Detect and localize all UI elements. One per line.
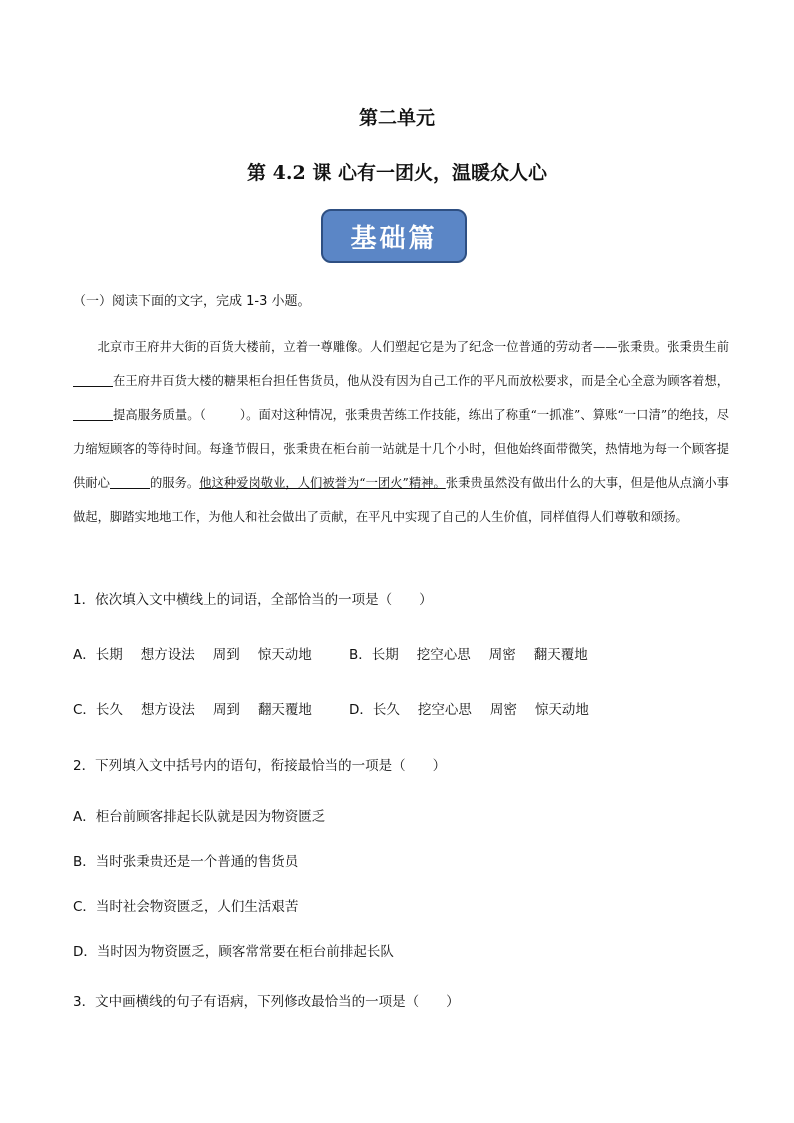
level-badge: 基础篇 [321, 209, 467, 263]
q1-option-a: A．长期 想方设法 周到 惊天动地 [73, 647, 312, 663]
q2-option-b: B．当时张秉贵还是一个普通的售货员 [73, 854, 299, 870]
question-3-stem: 3．文中画横线的句子有语病，下列修改最恰当的一项是（ ） [73, 994, 460, 1010]
blank-2 [73, 408, 113, 421]
reading-passage: 北京市王府井大街的百货大楼前，立着一尊雕像。人们塑起它是为了纪念一位普通的劳动者——张秉贵。张秉贵生前在王府井百货大楼的糖果柜台担任售货员，他从没有因为自己工作的平凡而放松要求，而是全心全意为顾客着想，提高服务质量。（ ）。面对这种情况，张秉贵苦练工作技能，练出了称重“一抓准”、算账“一口清”的绝技，尽力缩短顾客的等待时间。每逢节假日，张秉贵在柜台前一站就是十几个小时，但他始终面带微笑，热情地为每一个顾客提供耐心 的服务。他这种爱岗敬业，人们被誉为“一团火”精神。张秉贵虽然没有做出什么的大事，但是他从点滴小事做起，脚踏实地地工作，为他人和社会做出了贡献，在平凡中实现了自己的人生价值，同样值得人们尊敬和颂扬。 [73, 340, 729, 524]
blank-1 [73, 374, 113, 387]
lesson-title: 第 4.2 课 心有一团火，温暖众人心 [247, 162, 547, 184]
section-heading: （一）阅读下面的文字，完成 1-3 小题。 [73, 294, 311, 309]
q2-option-c: C．当时社会物资匮乏，人们生活艰苦 [73, 899, 299, 915]
underlined-sentence: 他这种爱岗敬业，人们被誉为“一团火”精神。 [199, 476, 446, 490]
unit-title: 第二单元 [358, 107, 435, 129]
question-2-stem: 2．下列填入文中括号内的语句，衔接最恰当的一项是（ ） [73, 758, 447, 774]
blank-3 [110, 476, 150, 489]
q1-option-d: D．长久 挖空心思 周密 惊天动地 [349, 702, 589, 718]
q1-option-c: C．长久 想方设法 周到 翻天覆地 [73, 702, 312, 718]
q2-option-a: A．柜台前顾客排起长队就是因为物资匮乏 [73, 809, 326, 825]
q2-option-d: D．当时因为物资匮乏，顾客常常要在柜台前排起长队 [73, 944, 394, 960]
q1-option-b: B．长期 挖空心思 周密 翻天覆地 [349, 647, 588, 663]
question-1-stem: 1．依次填入文中横线上的词语，全部恰当的一项是（ ） [73, 592, 433, 608]
